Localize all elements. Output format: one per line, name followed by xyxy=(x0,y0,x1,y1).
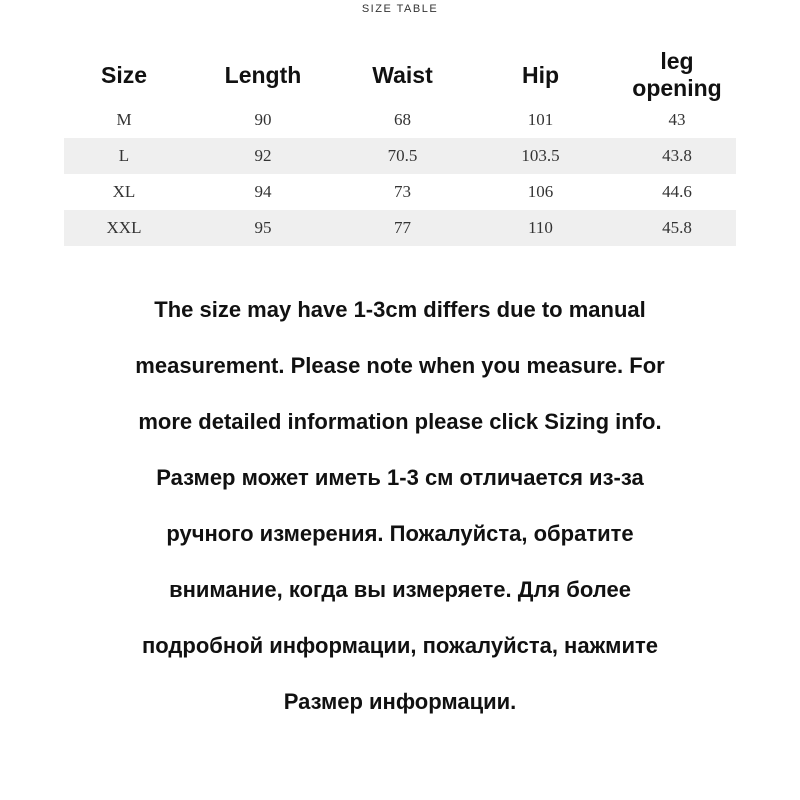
cell-length: 92 xyxy=(184,138,342,174)
size-table xyxy=(64,48,736,246)
header-size: Size xyxy=(100,61,148,88)
size-table-title: SIZE TABLE xyxy=(361,3,439,15)
cell-length: 94 xyxy=(254,182,272,201)
cell-waist: 73 xyxy=(394,182,411,201)
cell-size: L xyxy=(64,138,184,174)
cell-leg-opening: 44.6 xyxy=(662,182,692,201)
header-hip: Hip xyxy=(521,61,560,88)
measurement-note xyxy=(40,282,760,730)
table-row xyxy=(64,174,736,210)
header-waist: Waist xyxy=(372,61,433,88)
header-leg-opening: leg opening xyxy=(632,48,722,101)
cell-length: 95 xyxy=(184,210,342,246)
cell-waist: 68 xyxy=(394,110,411,129)
note-line: ручного измерения. Пожалуйста, обратите xyxy=(166,521,634,546)
note-line: more detailed information please click Sizing info. xyxy=(138,409,662,434)
cell-hip: 101 xyxy=(527,110,554,129)
table-row xyxy=(64,102,736,138)
note-line: Размер может иметь 1-3 см отличается из-за xyxy=(156,465,644,490)
note-line: внимание, когда вы измеряете. Для более xyxy=(169,577,631,602)
cell-size: XXL xyxy=(64,210,184,246)
cell-leg-opening: 43.8 xyxy=(618,138,736,174)
note-line: The size may have 1-3cm differs due to manual xyxy=(154,297,646,322)
note-line: measurement. Please note when you measure. For xyxy=(135,353,665,378)
cell-hip: 110 xyxy=(463,210,618,246)
table-row xyxy=(64,210,736,246)
header-length: Length xyxy=(224,61,302,88)
cell-size: M xyxy=(116,110,132,129)
cell-waist: 70.5 xyxy=(342,138,463,174)
table-row xyxy=(64,138,736,174)
cell-leg-opening: 43 xyxy=(668,110,686,129)
cell-leg-opening: 45.8 xyxy=(618,210,736,246)
cell-size: XL xyxy=(112,182,136,201)
cell-waist: 77 xyxy=(342,210,463,246)
cell-hip: 103.5 xyxy=(463,138,618,174)
cell-length: 90 xyxy=(254,110,272,129)
note-line: подробной информации, пожалуйста, нажмите xyxy=(142,633,658,658)
note-line: Размер информации. xyxy=(283,689,517,714)
cell-hip: 106 xyxy=(527,182,554,201)
table-header-row xyxy=(64,48,736,102)
